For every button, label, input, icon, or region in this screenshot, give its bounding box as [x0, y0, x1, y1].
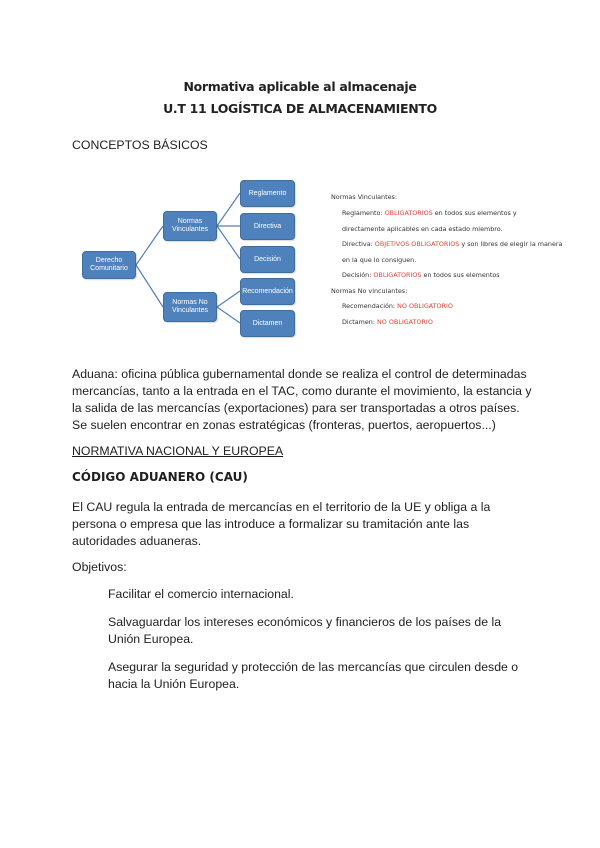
aduana-line-4: Se suelen encontrar en zonas estratégicas (fronteras, puertos, aeropuertos...) [72, 418, 496, 432]
legend-no-vinculantes-title: Normas No vinculantes: [331, 287, 408, 295]
legend-reglamento-line2: directamente aplicables en cada estado miembro. [342, 225, 503, 233]
document-subtitle: U.T 11 LOGÍSTICA DE ALMACENAMIENTO [163, 101, 437, 116]
legend-reglamento: Reglamento: OBLIGATORIOS en todos sus elementos y [342, 209, 517, 217]
legend-dictamen: Dictamen: NO OBLIGATORIO [342, 318, 433, 326]
diagram-node-decision: Decisión [240, 246, 295, 273]
section-heading-normativa: NORMATIVA NACIONAL Y EUROPEA [72, 444, 284, 458]
aduana-line-3: la salida de las mercancías (exportaciones) para ser transportadas a otros países. [72, 401, 520, 415]
section-heading-cau: CÓDIGO ADUANERO (CAU) [72, 470, 248, 484]
legend-vinculantes-title: Normas Vinculantes: [331, 193, 397, 201]
diagram-node-normas-vinculantes: Normas Vinculantes [163, 211, 217, 241]
section-heading-basic: CONCEPTOS BÁSICOS [72, 138, 208, 152]
objetivo-3-line-1: Asegurar la seguridad y protección de las mercancías que circulen desde o [108, 660, 519, 674]
document-title: Normativa aplicable al almacenaje [183, 79, 417, 94]
objetivo-2-line-1: Salvaguardar los intereses económicos y financieros de los países de la [108, 615, 502, 629]
cau-line-2: persona o empresa que las introduce a formalizar su tramitación ante las [72, 517, 470, 531]
objetivo-1: Facilitar el comercio internacional. [108, 587, 294, 601]
aduana-line-1: Aduana: oficina pública gubernamental donde se realiza el control de determinadas [72, 367, 527, 381]
cau-line-1: El CAU regula la entrada de mercancías en el territorio de la UE y obliga a la [72, 500, 491, 514]
legend-directiva-line2: en la que lo consiguen. [342, 256, 417, 264]
diagram-node-derecho-comunitario: Derecho Comunitario [82, 251, 136, 279]
objetivo-3-line-2: hacia la Unión Europea. [108, 677, 240, 691]
legend-decision: Decisión: OBLIGATORIOS en todos sus elementos [342, 271, 500, 279]
diagram-node-recomendacion: Recomendación [240, 278, 295, 305]
objetivos-label: Objetivos: [72, 560, 127, 574]
legend-directiva: Directiva: OBJETIVOS OBLIGATORIOS y son libres de elegir la manera [342, 240, 563, 248]
diagram-node-dictamen: Dictamen [240, 310, 295, 337]
diagram-node-reglamento: Reglamento [240, 180, 295, 207]
cau-line-3: autoridades aduaneras. [72, 534, 202, 548]
legend-recomendacion: Recomendación: NO OBLIGATORIO [342, 302, 453, 310]
objetivo-2-line-2: Unión Europea. [108, 632, 194, 646]
aduana-line-2: mercancías, tanto a la entrada en el TAC, como durante el movimiento, la estancia y [72, 384, 532, 398]
diagram-node-directiva: Directiva [240, 213, 295, 240]
diagram-node-normas-no-vinculantes: Normas No Vinculantes [163, 292, 217, 322]
